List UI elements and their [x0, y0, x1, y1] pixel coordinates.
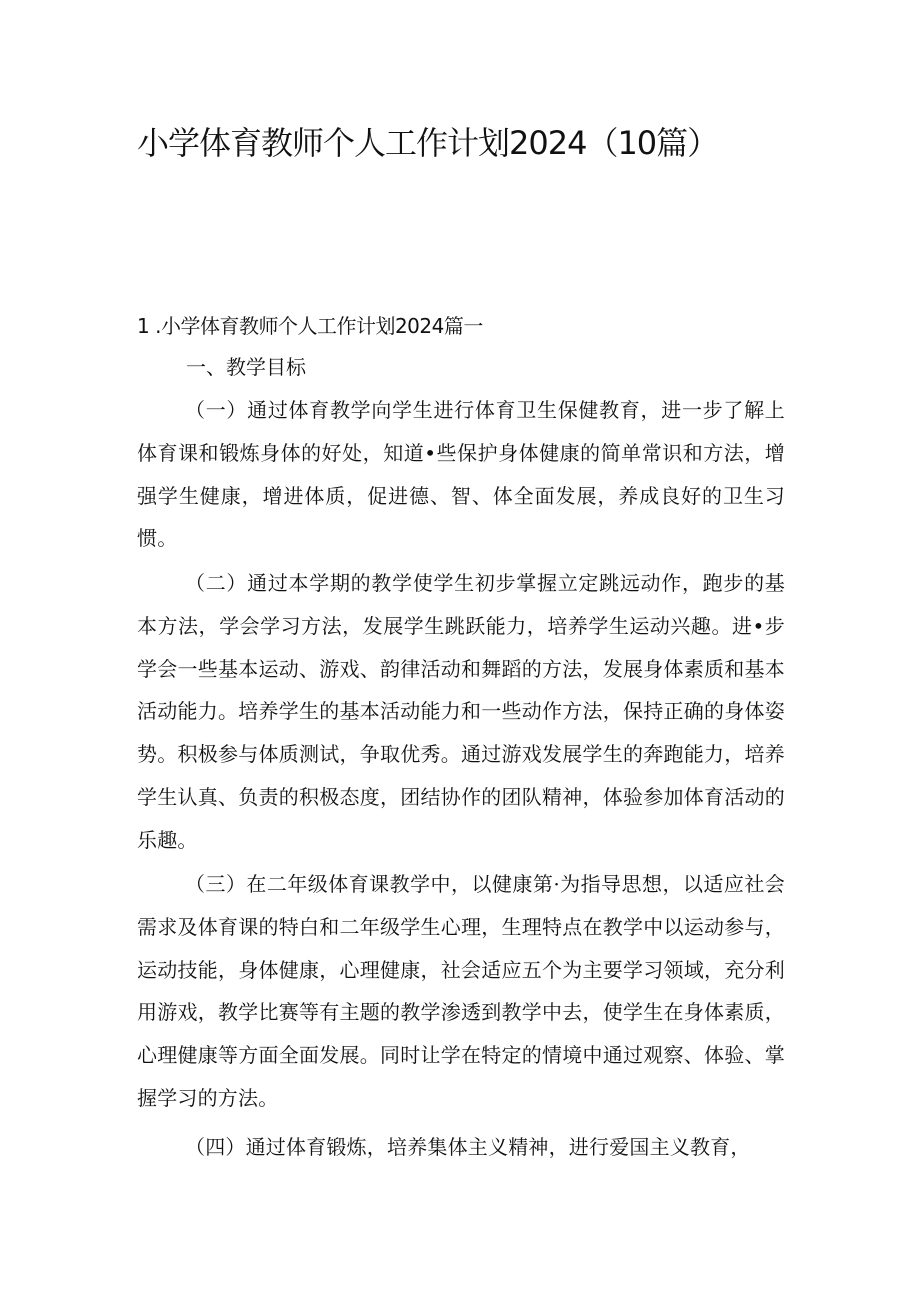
section-heading: 1 .小学体育教师个人工作计划2024篇一 [137, 314, 483, 338]
document-title: 小学体育教师个人工作计划2024（10篇） [137, 124, 719, 162]
paragraph-goal-2: （二）通过本学期的教学使学生初步掌握立定跳远动作，跑步的基本方法，学会学习方法，发展学生跳跃能力，培养学生运动兴趣。进•步学会一些基本运动、游戏、韵律活动和舞蹈的方法，发展身体素质和基本活动能力。培养学生的基本活动能力和一些动作方法，保持正确的身体姿势。积极参与体质测试，争取优秀。通过游戏发展学生的奔跑能力，培养学生认真、负责的积极态度，团结协作的团队精神，体验参加体育活动的乐趣。 [137, 571, 785, 852]
paragraph-goal-3: （三）在二年级体育课教学中，以健康第·为指导思想，以适应社会需求及体育课的特白和二年级学生心理，生理特点在教学中以运动参与，运动技能，身体健康，心理健康，社会适应五个为主要学习领域，充分利用游戏，教学比赛等有主题的教学渗透到教学中去，使学生在身体素质，心理健康等方面全面发展。同时让学在特定的情境中通过观察、体验、掌握学习的方法。 [137, 872, 785, 1110]
sub-heading-teaching-goals: 一、教学目标 [186, 355, 306, 379]
paragraph-goal-4: （四）通过体育锻炼，培养集体主义精神，进行爱国主义教育， [185, 1135, 751, 1159]
paragraph-goal-1: （一）通过体育教学向学生进行体育卫生保健教育，进一步了解上体育课和锻炼身体的好处，知道•些保护身体健康的简单常识和方法，增强学生健康，增进体质，促进德、智、体全面发展，养成良好的卫生习惯。 [137, 398, 785, 551]
